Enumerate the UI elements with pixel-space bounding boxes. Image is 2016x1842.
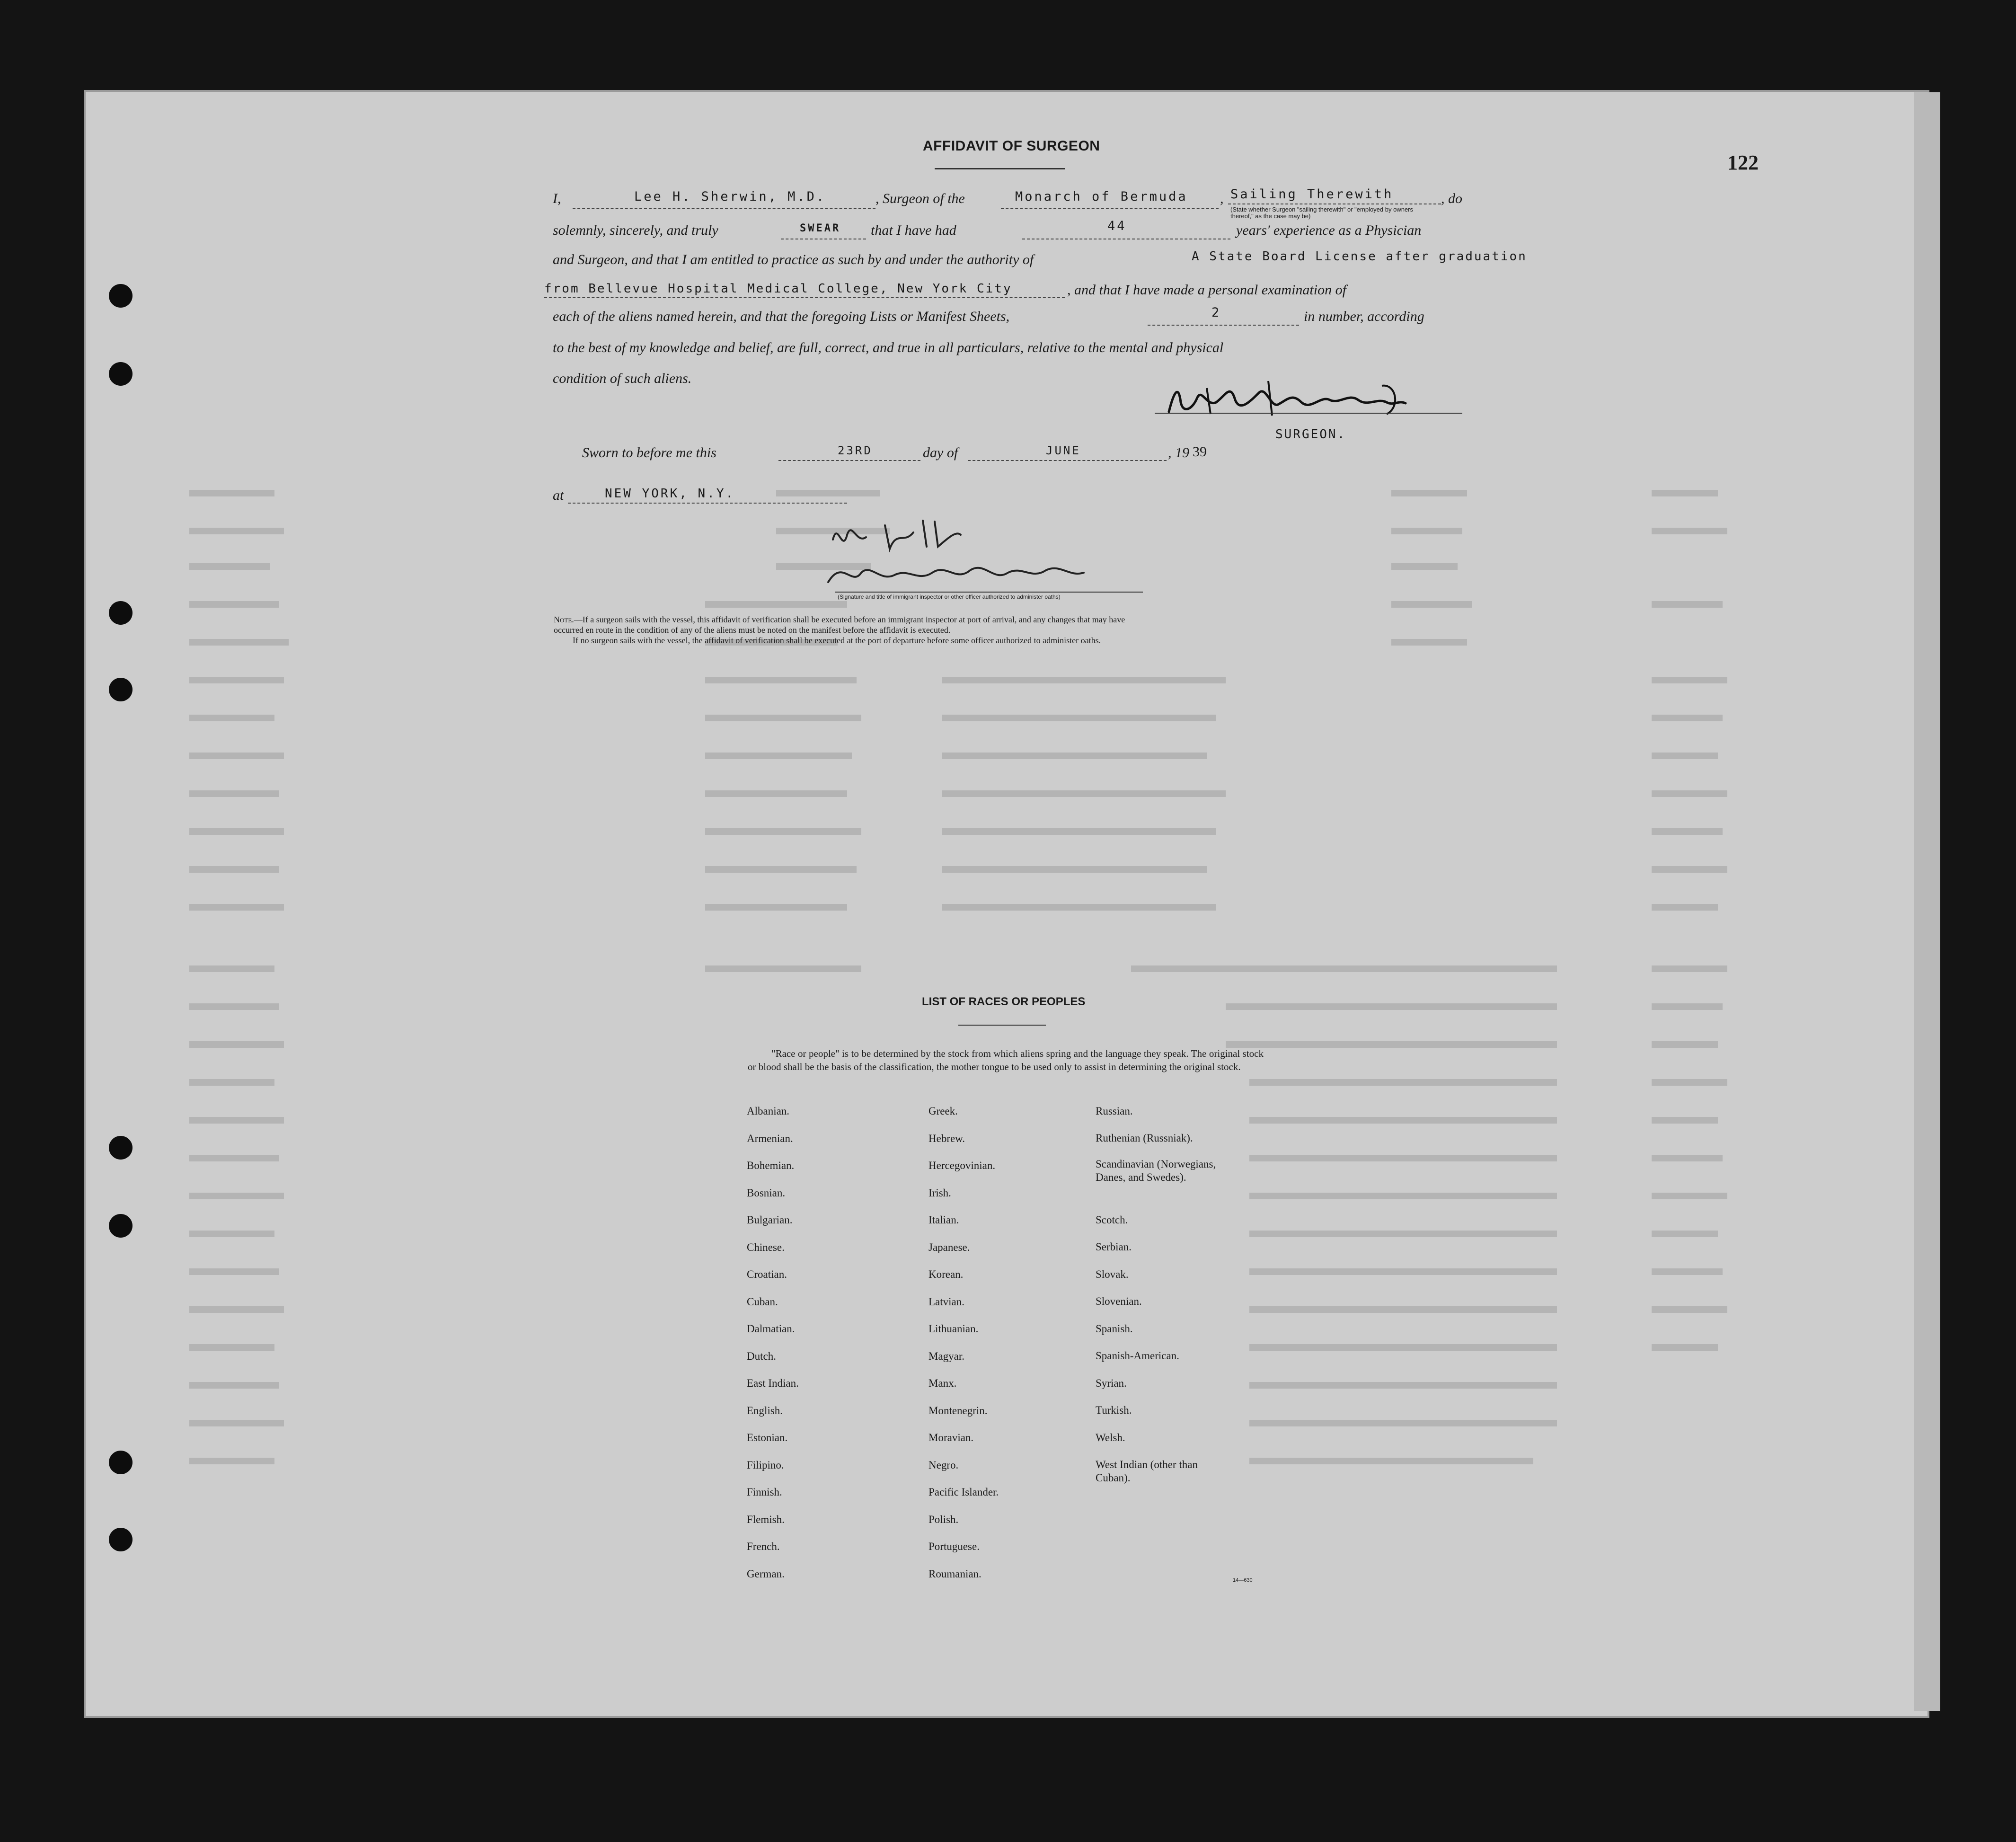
punch-hole bbox=[109, 362, 133, 386]
inspector-signature-line bbox=[835, 592, 1143, 593]
affidavit-text: condition of such aliens. bbox=[553, 371, 692, 386]
affidavit-text: and Surgeon, and that I am entitled to practice as such by and under the authority of bbox=[553, 252, 1034, 267]
race-item: Chinese. bbox=[747, 1241, 785, 1253]
race-item: East Indian. bbox=[747, 1377, 799, 1389]
race-item: Armenian. bbox=[747, 1132, 793, 1144]
race-item: Korean. bbox=[928, 1268, 964, 1280]
page-edge bbox=[1914, 92, 1940, 1711]
race-item: English. bbox=[747, 1404, 783, 1417]
affidavit-text: that I have had bbox=[871, 222, 956, 238]
affidavit-text: at bbox=[553, 487, 564, 503]
fill-line bbox=[544, 297, 1065, 298]
race-item: Scotch. bbox=[1096, 1214, 1128, 1226]
vessel-name: Monarch of Bermuda bbox=[1015, 189, 1188, 204]
affidavit-text: , bbox=[1220, 191, 1224, 206]
years-experience: 44 bbox=[1107, 219, 1127, 233]
race-item: Roumanian. bbox=[928, 1567, 981, 1580]
signature-line bbox=[1155, 413, 1462, 414]
race-item: Cuban). bbox=[1096, 1472, 1131, 1484]
punch-hole bbox=[109, 1136, 133, 1160]
race-item: Japanese. bbox=[928, 1241, 970, 1253]
punch-hole bbox=[109, 678, 133, 701]
race-item: Moravian. bbox=[928, 1432, 974, 1443]
form-number: 14—630 bbox=[1233, 1577, 1253, 1583]
race-item: Hercegovinian. bbox=[928, 1160, 996, 1171]
race-item: Greek. bbox=[928, 1105, 958, 1117]
race-item: Finnish. bbox=[747, 1486, 782, 1498]
race-item: Magyar. bbox=[928, 1350, 965, 1362]
sworn-month: JUNE bbox=[1046, 444, 1081, 457]
race-item: Montenegrin. bbox=[928, 1404, 988, 1417]
sworn-year: 39 bbox=[1193, 444, 1207, 460]
affidavit-note bbox=[554, 614, 1467, 625]
note-text: —If a surgeon sails with the vessel, this affidavit of verification shall be executed before an immigrant inspector at port of arrival, and any changes that may have bbox=[574, 615, 1125, 624]
affidavit-text: each of the aliens named herein, and that the foregoing Lists or Manifest Sheets, bbox=[553, 309, 1010, 324]
race-item: Bohemian. bbox=[747, 1160, 795, 1171]
punch-hole bbox=[109, 1214, 133, 1238]
surgeon-label: SURGEON. bbox=[1275, 427, 1346, 442]
affidavit-text: , Surgeon of the bbox=[875, 191, 965, 206]
race-item: Italian. bbox=[928, 1214, 959, 1226]
race-item: Russian. bbox=[1096, 1105, 1133, 1117]
sailing-note: (State whether Surgeon "sailing therewith" or "employed by owners thereof," as the case may be) bbox=[1230, 206, 1413, 220]
fill-line bbox=[573, 208, 875, 209]
race-item: Bulgarian. bbox=[747, 1214, 793, 1226]
punch-hole bbox=[109, 284, 133, 308]
race-item: Serbian. bbox=[1096, 1241, 1132, 1253]
race-item: Cuban. bbox=[747, 1295, 778, 1308]
race-item: Dalmatian. bbox=[747, 1323, 795, 1335]
affidavit-text: , 19 bbox=[1168, 445, 1189, 460]
race-item: Irish. bbox=[928, 1187, 951, 1199]
race-item: Filipino. bbox=[747, 1459, 784, 1471]
fill-line bbox=[778, 460, 920, 461]
race-item: Albanian. bbox=[747, 1105, 790, 1117]
note-label: Note. bbox=[554, 615, 574, 624]
sailing-status: Sailing Therewith bbox=[1230, 187, 1394, 202]
oath-word: SWEAR bbox=[800, 222, 841, 234]
note-text: occurred en route in the condition of any of the aliens must be noted on the manifest before the affidavit is executed. bbox=[554, 625, 951, 635]
punch-hole bbox=[109, 1528, 133, 1551]
affidavit-text: years' experience as a Physician bbox=[1236, 222, 1422, 238]
note-text: If no surgeon sails with the vessel, the affidavit of verification shall be executed at the port of departure before some officer authorized to administer oaths. bbox=[573, 636, 1101, 645]
race-item: Syrian. bbox=[1096, 1377, 1127, 1389]
fill-line bbox=[1001, 208, 1219, 209]
races-intro: "Race or people" is to be determined by the stock from which aliens spring and the language they speak. The original stock or blood shall be the basis of the classification, the mother tongue to be used only to assist in determining the original stock. bbox=[748, 1048, 1264, 1072]
fill-line bbox=[968, 460, 1167, 461]
affidavit-text: day of bbox=[923, 445, 958, 460]
sworn-place: NEW YORK, N.Y. bbox=[605, 487, 735, 501]
affidavit-text: , and that I have made a personal examination of bbox=[1067, 282, 1346, 298]
race-item: Dutch. bbox=[747, 1350, 776, 1362]
race-item: Spanish. bbox=[1096, 1323, 1133, 1335]
races-title: LIST OF RACES OR PEOPLES bbox=[922, 995, 1086, 1008]
page-number: 122 bbox=[1727, 151, 1759, 174]
race-item: Polish. bbox=[928, 1513, 959, 1525]
race-item: Turkish. bbox=[1096, 1404, 1132, 1416]
affidavit-text: Sworn to before me this bbox=[582, 445, 716, 460]
license-authority-2: from Bellevue Hospital Medical College, New York City bbox=[544, 282, 1012, 296]
race-item: Croatian. bbox=[747, 1268, 787, 1280]
races-title-underline bbox=[958, 1025, 1046, 1026]
title-underline bbox=[935, 168, 1065, 169]
inspector-caption: (Signature and title of immigrant inspector or other officer authorized to administer oaths) bbox=[838, 593, 1061, 600]
race-item: Pacific Islander. bbox=[928, 1486, 999, 1498]
sworn-day: 23RD bbox=[838, 444, 873, 457]
affidavit-text: to the best of my knowledge and belief, are full, correct, and true in all particulars, relative to the mental and physical bbox=[553, 340, 1224, 355]
race-item: Negro. bbox=[928, 1459, 959, 1471]
race-item: Bosnian. bbox=[747, 1187, 786, 1199]
race-item: Welsh. bbox=[1096, 1432, 1125, 1443]
affidavit-text: I, bbox=[553, 191, 561, 206]
race-item: Spanish-American. bbox=[1096, 1350, 1179, 1362]
affidavit-text: in number, according bbox=[1304, 309, 1424, 324]
inspector-signature bbox=[814, 511, 1145, 596]
race-item: Hebrew. bbox=[928, 1132, 965, 1144]
fill-line bbox=[568, 503, 847, 504]
punch-hole bbox=[109, 601, 133, 625]
license-authority-1: A State Board License after graduation bbox=[1192, 249, 1527, 264]
affidavit-text: solemnly, sincerely, and truly bbox=[553, 222, 718, 238]
race-item: Scandinavian (Norwegians, bbox=[1096, 1158, 1216, 1170]
fill-line bbox=[1148, 325, 1299, 326]
race-item: Flemish. bbox=[747, 1513, 785, 1525]
race-item: Latvian. bbox=[928, 1295, 964, 1308]
race-item: Lithuanian. bbox=[928, 1323, 979, 1335]
surgeon-name: Lee H. Sherwin, M.D. bbox=[634, 189, 826, 204]
race-item: Estonian. bbox=[747, 1432, 788, 1443]
race-item: German. bbox=[747, 1567, 785, 1580]
race-item: French. bbox=[747, 1541, 780, 1552]
affidavit-title: AFFIDAVIT OF SURGEON bbox=[923, 138, 1100, 154]
race-item: Slovak. bbox=[1096, 1268, 1129, 1280]
race-item: Manx. bbox=[928, 1377, 957, 1389]
punch-hole bbox=[109, 1451, 133, 1474]
race-item: Ruthenian (Russniak). bbox=[1096, 1132, 1193, 1144]
race-item: Slovenian. bbox=[1096, 1295, 1142, 1307]
race-item: Portuguese. bbox=[928, 1541, 980, 1552]
surgeon-signature bbox=[1159, 374, 1424, 426]
race-item: Danes, and Swedes). bbox=[1096, 1171, 1186, 1183]
sheet-count: 2 bbox=[1211, 305, 1221, 320]
race-item: West Indian (other than bbox=[1096, 1459, 1198, 1470]
affidavit-text: , do bbox=[1441, 191, 1462, 206]
